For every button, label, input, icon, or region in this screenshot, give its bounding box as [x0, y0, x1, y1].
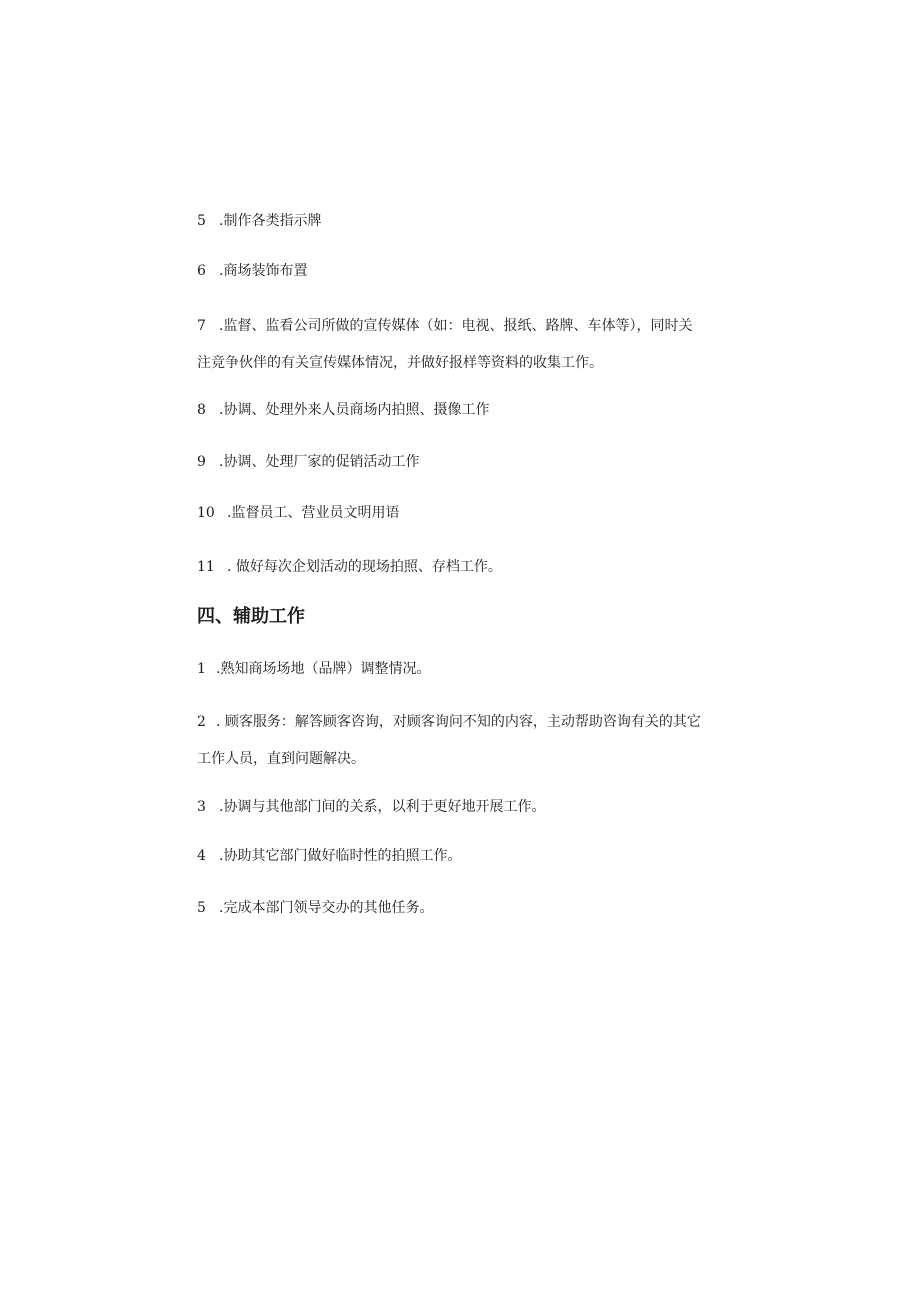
item-text: .完成本部门领导交办的其他任务。 — [219, 900, 434, 916]
item-text: .制作各类指示牌 — [219, 213, 322, 229]
item-text: .协调、处理厂家的促销活动工作 — [219, 454, 420, 470]
list-item-continuation — [197, 353, 737, 373]
item-text: .监督、监看公司所做的宣传媒体（如：电视、报纸、路牌、车体等），同时关 — [219, 318, 693, 334]
item-number: 6 — [197, 263, 206, 279]
item-number: 5 — [197, 900, 206, 916]
item-text: . 顾客服务：解答顾客咨询，对顾客询问不知的内容，主动帮助咨询有关的其它 — [216, 714, 701, 730]
item-number: 3 — [197, 799, 206, 815]
list-item — [197, 797, 737, 817]
item-text: .协助其它部门做好临时性的拍照工作。 — [219, 848, 462, 864]
item-text: .监督员工、营业员文明用语 — [227, 505, 400, 521]
list-item — [197, 659, 737, 679]
item-number: 7 — [197, 318, 206, 334]
item-number: 1 — [197, 661, 206, 677]
list-item — [197, 400, 737, 420]
item-number: 8 — [197, 402, 206, 418]
list-item — [197, 452, 737, 472]
item-number: 5 — [197, 213, 206, 229]
list-item — [197, 712, 737, 732]
item-text: . 做好每次企划活动的现场拍照、存档工作。 — [227, 559, 502, 575]
item-text: .商场装饰布置 — [219, 263, 308, 279]
list-item — [197, 261, 737, 281]
list-item-continuation — [197, 749, 737, 769]
item-number: 4 — [197, 848, 206, 864]
item-text: .协调与其他部门间的关系，以利于更好地开展工作。 — [219, 799, 546, 815]
item-text: 注竞争伙伴的有关宣传媒体情况，并做好报样等资料的收集工作。 — [197, 355, 603, 371]
list-item — [197, 503, 737, 523]
item-text: .熟知商场场地（品牌）调整情况。 — [216, 661, 431, 677]
list-item — [197, 898, 737, 918]
list-item — [197, 211, 737, 231]
item-number: 10 — [197, 505, 215, 521]
list-item — [197, 846, 737, 866]
item-text: .协调、处理外来人员商场内拍照、摄像工作 — [219, 402, 490, 418]
item-number: 11 — [197, 559, 215, 575]
item-text: 工作人员，直到问题解决。 — [197, 751, 365, 767]
list-item — [197, 316, 737, 336]
item-number: 2 — [197, 714, 206, 730]
list-item — [197, 557, 737, 577]
section-heading: 四、辅助工作 — [197, 606, 305, 627]
item-number: 9 — [197, 454, 206, 470]
